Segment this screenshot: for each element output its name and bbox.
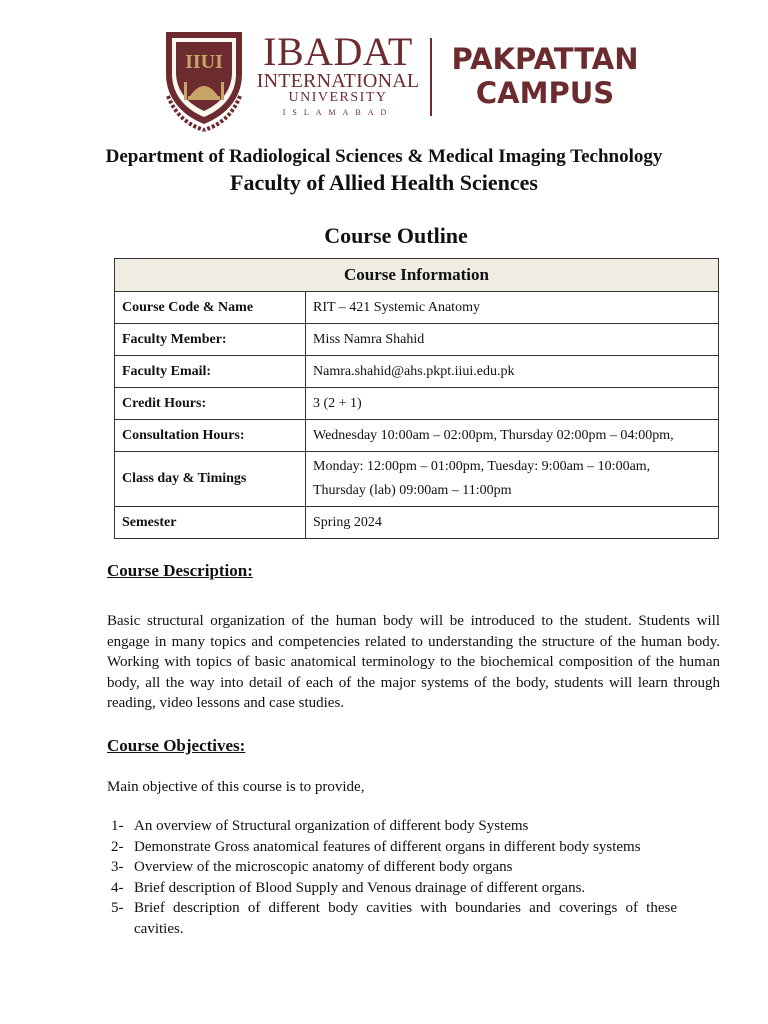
university-name-international: INTERNATIONAL — [256, 70, 420, 92]
header-divider — [430, 38, 432, 116]
table-row — [115, 356, 719, 388]
campus-name-line2: CAMPUS — [475, 76, 615, 110]
campus-name — [440, 42, 650, 110]
list-item-number: 3- — [111, 859, 124, 875]
table-header-row — [115, 259, 719, 292]
list-item — [107, 898, 677, 939]
table-row — [115, 420, 719, 452]
row-value: RIT – 421 Systemic Anatomy — [306, 292, 719, 324]
row-label: Faculty Member: — [115, 324, 306, 356]
objectives-list — [107, 816, 677, 939]
document-title: Course Outline — [324, 223, 468, 248]
row-label: Credit Hours: — [115, 388, 306, 420]
list-item-text: Brief description of different body cavities with boundaries and coverings of these cavities. — [134, 900, 677, 937]
list-item — [107, 816, 677, 837]
table-row — [115, 452, 719, 507]
list-item-text: Brief description of Blood Supply and Venous drainage of different organs. — [134, 879, 586, 896]
row-label: Faculty Email: — [115, 356, 306, 388]
row-label: Consultation Hours: — [115, 420, 306, 452]
faculty-title: Faculty of Allied Health Sciences — [230, 170, 538, 195]
row-value: Miss Namra Shahid — [306, 324, 719, 356]
row-value: 3 (2 + 1) — [306, 388, 719, 420]
row-value-line: Monday: 12:00pm – 01:00pm, Tuesday: 9:00am – 10:00am, — [313, 459, 651, 474]
list-item-number: 1- — [111, 818, 124, 834]
university-name-university: UNIVERSITY — [288, 90, 388, 105]
university-header — [158, 26, 648, 132]
row-label: Course Code & Name — [115, 292, 306, 324]
table-row — [115, 388, 719, 420]
svg-text:IIUI: IIUI — [185, 51, 223, 73]
objectives-heading: Course Objectives: — [107, 736, 246, 755]
list-item — [107, 878, 677, 899]
description-text: Basic structural organization of the human body will be introduced to the student. Students will engage in many topics and competencies related to understanding the structure of the human body. Working with topics of basic anatomical terminology to the biochemical composition of the human body, all the way into detail of each of the major systems of the body, students will learn through reading, video lessons and case studies. — [107, 613, 720, 711]
description-heading: Course Description: — [107, 561, 253, 580]
row-value: Spring 2024 — [306, 507, 719, 539]
list-item-text: An overview of Structural organization of different body Systems — [134, 818, 529, 834]
campus-name-line1: PAKPATTAN — [451, 42, 639, 76]
list-item-text: Overview of the microscopic anatomy of different body organs — [134, 859, 513, 875]
list-item-number: 2- — [111, 838, 124, 855]
university-crest-icon — [158, 26, 250, 132]
faculty-email-link[interactable]: Namra.shahid@ahs.pkpt.iiui.edu.pk — [306, 356, 719, 388]
university-city: ISLAMABAD — [282, 108, 394, 117]
list-item-number: 4- — [111, 879, 124, 896]
table-row — [115, 324, 719, 356]
list-item — [107, 857, 677, 878]
objectives-intro: Main objective of this course is to provide, — [107, 779, 365, 795]
list-item — [107, 837, 677, 858]
row-value-line: Thursday (lab) 09:00am – 11:00pm — [313, 483, 512, 498]
row-value — [306, 452, 719, 507]
table-row — [115, 507, 719, 539]
university-name: IBADAT — [263, 29, 413, 74]
row-label: Class day & Timings — [115, 452, 306, 507]
list-item-number: 5- — [111, 900, 124, 916]
table-row — [115, 292, 719, 324]
list-item-text: Demonstrate Gross anatomical features of different organs in different body systems — [134, 838, 641, 855]
course-info-table — [114, 258, 719, 539]
row-label: Semester — [115, 507, 306, 539]
department-title: Department of Radiological Sciences & Medical Imaging Technology — [105, 146, 663, 167]
course-info-heading: Course Information — [115, 259, 719, 292]
university-wordmark — [250, 29, 426, 122]
row-value: Wednesday 10:00am – 02:00pm, Thursday 02:00pm – 04:00pm, — [306, 420, 719, 452]
